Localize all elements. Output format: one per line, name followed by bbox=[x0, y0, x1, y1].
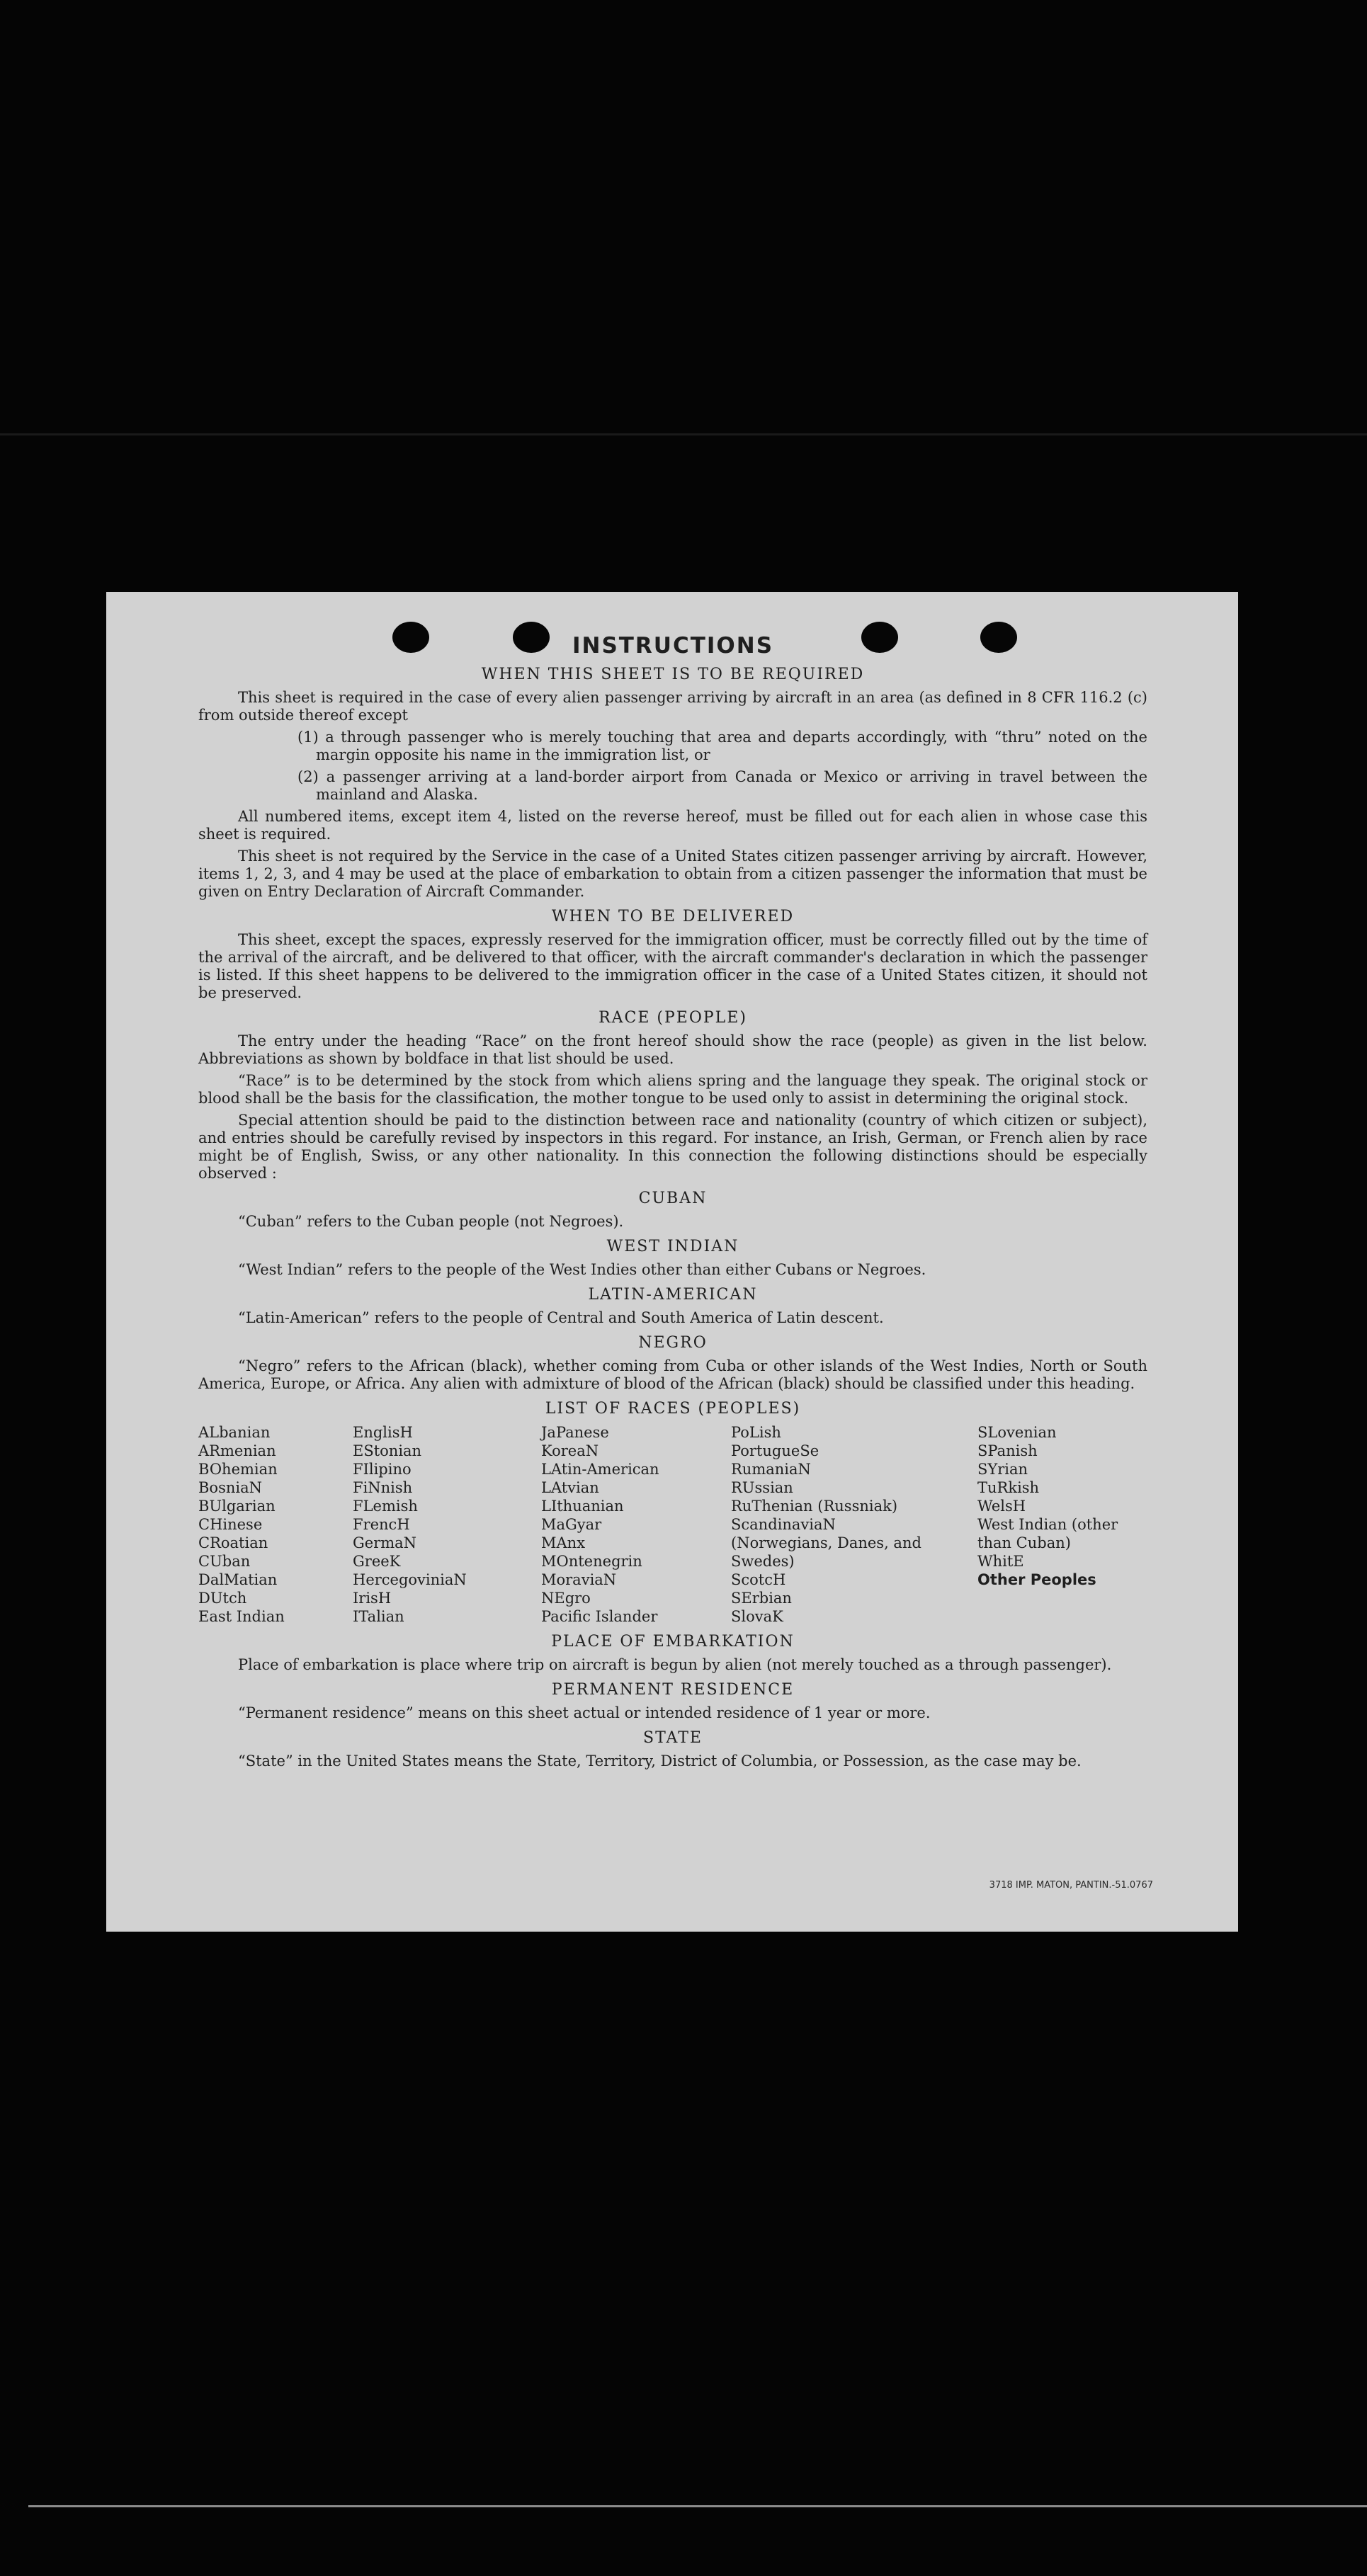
heading-negro: NEGRO bbox=[638, 1334, 708, 1352]
race-item: GermaN bbox=[353, 1534, 417, 1551]
race-item: ITalian bbox=[353, 1608, 404, 1625]
race-item: BOhemian bbox=[198, 1461, 278, 1478]
race-item: WhitE bbox=[977, 1553, 1024, 1570]
race-column bbox=[353, 1423, 541, 1626]
race-item: East Indian bbox=[198, 1608, 285, 1625]
race-item: PortugueSe bbox=[731, 1442, 819, 1459]
scan-edge-top bbox=[0, 433, 1367, 435]
heading-state: STATE bbox=[643, 1729, 703, 1747]
page-title: INSTRUCTIONS bbox=[572, 633, 774, 659]
race-item: FrencH bbox=[353, 1516, 410, 1533]
race-column bbox=[977, 1423, 1147, 1626]
heading-list-of-races: LIST OF RACES (PEOPLES) bbox=[545, 1400, 801, 1418]
race-item: JaPanese bbox=[541, 1424, 609, 1441]
heading-latin-american: LATIN-AMERICAN bbox=[588, 1286, 758, 1304]
list-item: (1) a through passenger who is merely touching that area and departs accordingly, with “thru” noted on the margin opposite his name in the immigration list, or bbox=[297, 729, 1147, 763]
race-item: EStonian bbox=[353, 1442, 422, 1459]
race-item: ScandinaviaN (Norwegians, Danes, and Swedes) bbox=[731, 1516, 921, 1570]
race-item: SErbian bbox=[731, 1590, 792, 1607]
race-item: ScotcH bbox=[731, 1571, 786, 1588]
race-item: BUlgarian bbox=[198, 1498, 276, 1515]
race-item: DalMatian bbox=[198, 1571, 278, 1588]
race-column bbox=[541, 1423, 731, 1626]
race-item: Other Peoples bbox=[977, 1571, 1096, 1588]
paragraph: Place of embarkation is place where trip on aircraft is begun by alien (not merely touched as a through passenger). bbox=[238, 1656, 1112, 1673]
paragraph: This sheet is not required by the Service in the case of a United States citizen passenger arriving by aircraft. However, items 1, 2, 3, and 4 may be used at the place of embarkation to obtain from a citizen passenger the information that must be given on Entry Declaration of Aircraft Commander. bbox=[198, 848, 1147, 900]
race-item: DUtch bbox=[198, 1590, 247, 1607]
race-item: CHinese bbox=[198, 1516, 263, 1533]
race-item: PoLish bbox=[731, 1424, 781, 1441]
heading-race: RACE (PEOPLE) bbox=[599, 1009, 747, 1027]
heading-west-indian: WEST INDIAN bbox=[606, 1238, 739, 1255]
race-item: MaGyar bbox=[541, 1516, 602, 1533]
race-item: EnglisH bbox=[353, 1424, 413, 1441]
scan-edge-bottom bbox=[28, 2505, 1367, 2507]
heading-when-required: WHEN THIS SHEET IS TO BE REQUIRED bbox=[481, 666, 865, 683]
heading-embarkation: PLACE OF EMBARKATION bbox=[551, 1633, 795, 1651]
race-item: LAtin-American bbox=[541, 1461, 659, 1478]
printer-imprint: 3718 IMP. MATON, PANTIN.-51.0767 bbox=[989, 1880, 1153, 1891]
race-item: RuThenian (Russniak) bbox=[731, 1498, 898, 1515]
race-item: West Indian (other than Cuban) bbox=[977, 1516, 1118, 1551]
race-item: MoraviaN bbox=[541, 1571, 617, 1588]
paragraph: “Race” is to be determined by the stock from which aliens spring and the language they speak. The original stock or blood shall be the basis for the classification, the mother tongue to be used only to assist in determining the original stock. bbox=[198, 1072, 1147, 1107]
heading-residence: PERMANENT RESIDENCE bbox=[551, 1681, 795, 1699]
race-item: LAtvian bbox=[541, 1479, 599, 1496]
race-item: TuRkish bbox=[977, 1479, 1040, 1496]
race-item: FLemish bbox=[353, 1498, 418, 1515]
sheet-content bbox=[198, 633, 1147, 1774]
paragraph: “Negro” refers to the African (black), whether coming from Cuba or other islands of the West Indies, North or South America, Europe, or Africa. Any alien with admixture of blood of the African (black) should be classified under this heading. bbox=[198, 1357, 1147, 1392]
race-item: Pacific Islander bbox=[541, 1608, 658, 1625]
race-item: ARmenian bbox=[198, 1442, 276, 1459]
race-item: BosniaN bbox=[198, 1479, 262, 1496]
race-item: FIlipino bbox=[353, 1461, 412, 1478]
race-item: NEgro bbox=[541, 1590, 591, 1607]
paragraph: This sheet, except the spaces, expressly reserved for the immigration officer, must be correctly filled out by the time of the arrival of the aircraft, and be delivered to that officer, with the aircraft commander's declaration in which the passenger is listed. If this sheet happens to be delivered to the immigration officer in the case of a United States citizen, it should not be preserved. bbox=[198, 931, 1147, 1001]
race-item: LIthuanian bbox=[541, 1498, 624, 1515]
race-item: ALbanian bbox=[198, 1424, 271, 1441]
race-item: KoreaN bbox=[541, 1442, 599, 1459]
heading-cuban: CUBAN bbox=[638, 1190, 708, 1207]
race-item: MAnx bbox=[541, 1534, 586, 1551]
instruction-sheet bbox=[106, 592, 1238, 1932]
race-item: SYrian bbox=[977, 1461, 1028, 1478]
race-item: MOntenegrin bbox=[541, 1553, 642, 1570]
race-item: SPanish bbox=[977, 1442, 1038, 1459]
paragraph: “West Indian” refers to the people of the West Indies other than either Cubans or Negroes. bbox=[238, 1261, 926, 1278]
paragraph: “Permanent residence” means on this sheet actual or intended residence of 1 year or more. bbox=[238, 1704, 931, 1721]
paragraph: Special attention should be paid to the distinction between race and nationality (country of which citizen or subject), and entries should be carefully revised by inspectors in this regard. For instance, an Irish, German, or French alien by race might be of English, Swiss, or any other nationality. In this connection the following distinctions should be especially observed : bbox=[198, 1112, 1147, 1182]
race-column bbox=[731, 1423, 977, 1626]
race-item: WelsH bbox=[977, 1498, 1026, 1515]
paragraph: “Cuban” refers to the Cuban people (not Negroes). bbox=[238, 1213, 624, 1230]
race-item: FiNnish bbox=[353, 1479, 413, 1496]
heading-when-delivered: WHEN TO BE DELIVERED bbox=[551, 908, 795, 925]
race-item: HercegoviniaN bbox=[353, 1571, 467, 1588]
race-item: CRoatian bbox=[198, 1534, 268, 1551]
race-item: IrisH bbox=[353, 1590, 392, 1607]
race-column bbox=[198, 1423, 353, 1626]
paragraph: The entry under the heading “Race” on the front hereof should show the race (people) as given in the list below. Abbreviations as shown by boldface in that list should be used. bbox=[198, 1032, 1147, 1067]
race-item: SlovaK bbox=[731, 1608, 783, 1625]
race-item: RUssian bbox=[731, 1479, 793, 1496]
list-item: (2) a passenger arriving at a land-border airport from Canada or Mexico or arriving in travel between the mainland and Alaska. bbox=[297, 768, 1147, 803]
race-item: CUban bbox=[198, 1553, 251, 1570]
race-item: SLovenian bbox=[977, 1424, 1057, 1441]
paragraph: “Latin-American” refers to the people of Central and South America of Latin descent. bbox=[238, 1309, 884, 1326]
paragraph: “State” in the United States means the State, Territory, District of Columbia, or Possession, as the case may be. bbox=[238, 1753, 1082, 1769]
race-list bbox=[198, 1423, 1147, 1626]
race-item: GreeK bbox=[353, 1553, 401, 1570]
paragraph: All numbered items, except item 4, listed on the reverse hereof, must be filled out for each alien in whose case this sheet is required. bbox=[198, 808, 1147, 843]
race-item: RumaniaN bbox=[731, 1461, 811, 1478]
paragraph: This sheet is required in the case of every alien passenger arriving by aircraft in an area (as defined in 8 CFR 116.2 (c) from outside thereof except bbox=[198, 689, 1147, 724]
